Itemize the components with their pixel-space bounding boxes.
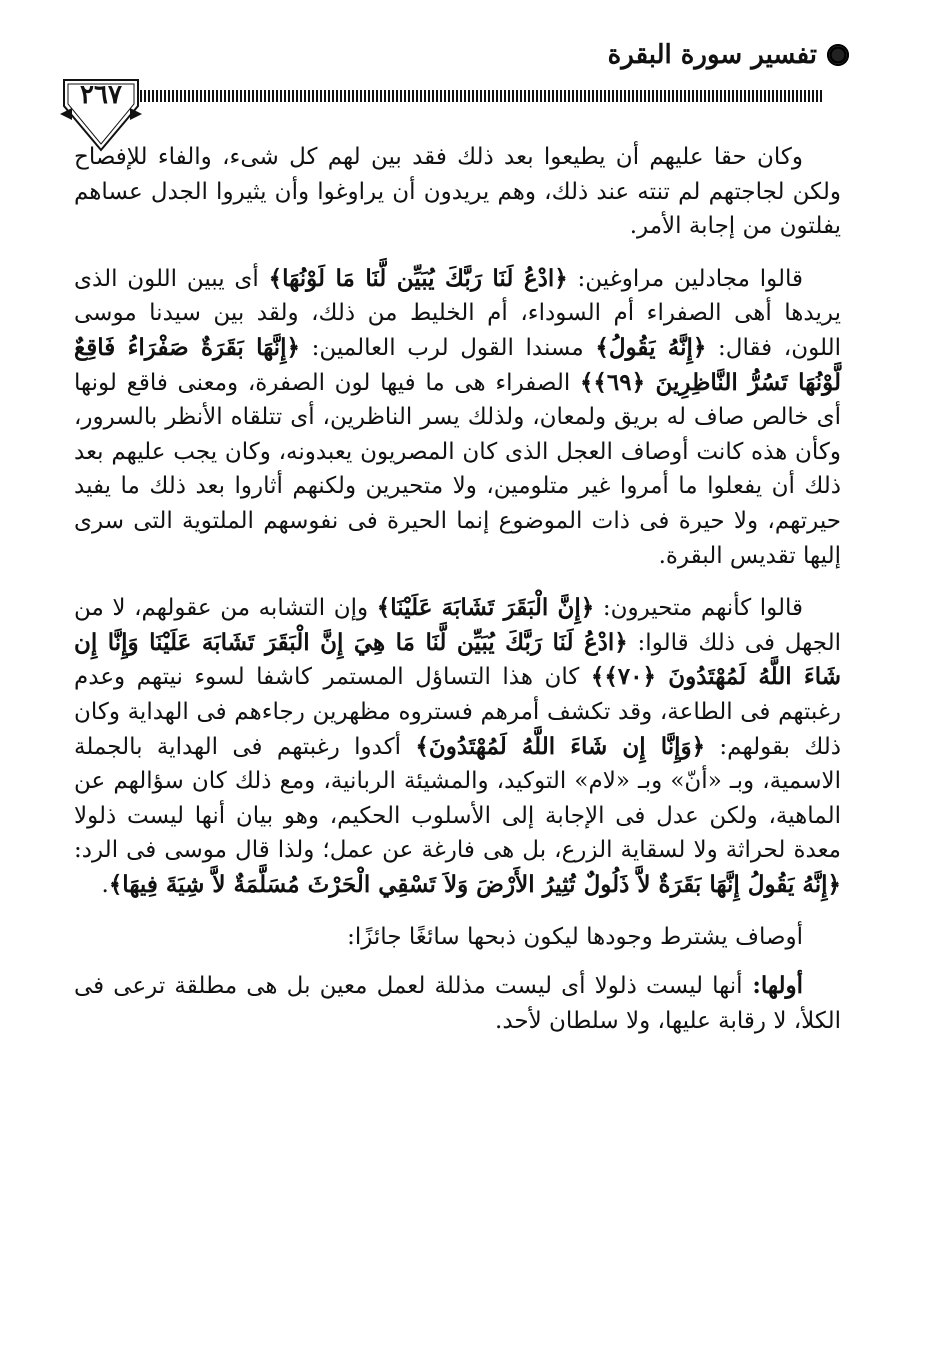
paragraph-text: كان هذا التساؤل المستمر كاشفا لسوء نيتهم وعدم رغبتهم فى الطاعة، وقد تكشف أمرهم فستروه مظهرين رجاءهم فى الهداية وكان ذلك بقولهم: (74, 664, 841, 760)
paragraph (74, 591, 841, 902)
page-number: ٢٦٧ (80, 80, 122, 110)
quran-verse: ﴿إِنَّهُ يَقُولُ﴾ (595, 333, 707, 361)
paragraph-text: . (101, 871, 109, 898)
quran-verse: ﴿إِنَّ الْبَقَرَ تَشَابَهَ عَلَيْنَا﴾ (376, 594, 595, 622)
paragraph (74, 140, 841, 244)
quran-verse: ﴿ادْعُ لَنَا رَبَّكَ يُبَيِّن لَّنَا مَا لَوْنُهَا﴾ (268, 264, 568, 292)
paragraph (74, 920, 841, 955)
paragraph-text: وكان حقا عليهم أن يطيعوا بعد ذلك فقد بين لهم كل شىء، والفاء للإفصاح ولكن لجاجتهم لم تنته عند ذلك، وهم يريدون أن يراوغوا وأن يثيروا الجدل عساهم يفلتون من إجابة الأمر. (74, 144, 841, 240)
paragraph-text: مسندا القول لرب العالمين: (299, 334, 596, 361)
running-header (608, 40, 849, 70)
paragraph-text: أنها ليست ذلولا أى ليست مذللة لعمل معين بل هى مطلقة ترعى فى الكلأ، لا رقابة عليها، ولا سلطان لأحد. (74, 973, 841, 1034)
paragraph (74, 969, 841, 1038)
book-title: تفسير سورة البقرة (607, 40, 817, 70)
body-text (74, 140, 841, 1052)
paragraph-text: أكدوا رغبتهم فى الهداية بالجملة الاسمية، وبـ «أنّ» وبـ «لام» التوكيد، والمشيئة الربانية، ومع ذلك كان سؤالهم عن الماهية، ولكن عدل فى الإجابة إلى الأسلوب الحكيم، وهو بيان أنها ليست ذلولا معدة لحراثة ولا لسقاية الزرع، بل هى فارغة عن عمل؛ ولذا قال موسى فى الرد: (74, 733, 841, 864)
paragraph-text: قالوا مجادلين مراوغين: (567, 265, 803, 292)
paragraph (74, 262, 841, 573)
quran-verse: ﴿إِنَّهُ يَقُولُ إِنَّهَا بَقَرَةٌ لاَّ ذَلُولٌ تُثِيرُ الأَرْضَ وَلاَ تَسْقِي الْحَرْثَ مُسَلَّمَةٌ لاَّ شِيَةَ فِيهَا﴾ (108, 870, 841, 898)
quran-verse: ﴿وَإِنَّا إِن شَاءَ اللَّهُ لَمُهْتَدُونَ﴾ (415, 732, 706, 760)
quran-verse: ﴿إِنَّهَا بَقَرَةٌ صَفْرَاءُ فَاقِعٌ لَّوْنُهَا تَسُرُّ النَّاظِرِينَ ﴿٦٩﴾﴾ (74, 333, 841, 396)
paragraph-text: أوصاف يشترط وجودها ليكون ذبحها سائغًا جائزًا: (347, 924, 803, 951)
header-rule (140, 90, 824, 102)
paragraph-text: أى يبين اللون الذى يريدها أهى الصفراء أم السوداء، أم الخليط من ذلك، ولقد بين سيدنا موسى اللون، فقال: (74, 265, 841, 361)
item-heading: أولها: (742, 972, 803, 1000)
paragraph-text: قالوا كأنهم متحيرون: (594, 595, 803, 622)
header-ornament-icon (827, 44, 849, 66)
paragraph-text: وإن التشابه من عقولهم، لا من الجهل فى ذلك قالوا: (74, 595, 841, 656)
quran-verse: ﴿ادْعُ لَنَا رَبَّكَ يُبَيِّن لَّنَا مَا هِيَ إِنَّ الْبَقَرَ تَشَابَهَ عَلَيْنَا وَإِنَّا إِن شَاءَ اللَّهُ لَمُهْتَدُونَ ﴿٧٠﴾﴾ (74, 628, 841, 691)
paragraph-text: الصفراء هى ما فيها لون الصفرة، ومعنى فاقع لونها أى خالص صاف له بريق ولمعان، ولذلك يسر الناظرين، أى تتلقاه الأنظر بالسرور، وكأن هذه كانت أوصاف العجل الذى كان المصريون يعبدونه، وكان يجب عليهم بعد ذلك أن يفعلوا ما أمروا غير متلومين، ولا متحيرين ولكنهم أثاروا بعد ذلك ما يفيد حيرتهم، ولا حيرة فى ذات الموضوع إنما الحيرة فى نفوسهم الملتوية التى سرى إليها تقديس البقرة. (74, 369, 841, 569)
